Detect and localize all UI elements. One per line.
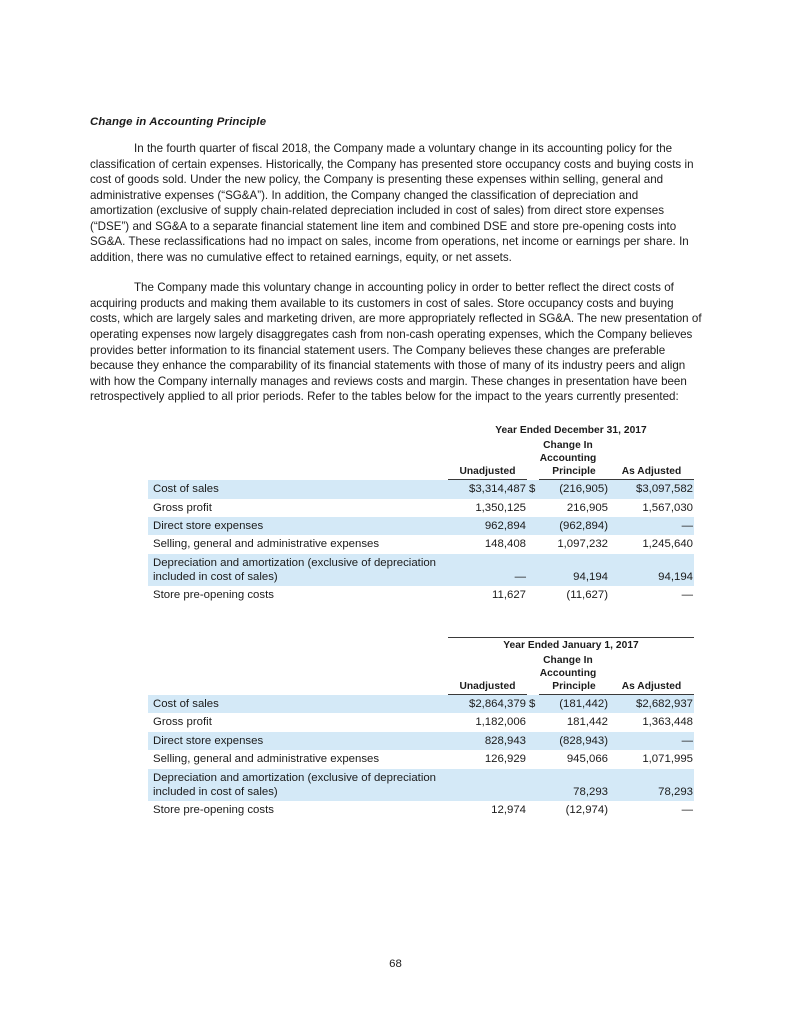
cell-currency-symbol <box>527 517 539 535</box>
row-label: Depreciation and amortization (exclusive of depreciation included in cost of sales) <box>148 769 448 801</box>
cell-currency-symbol <box>527 750 539 768</box>
table-2-subhead-spacer-2 <box>148 667 448 680</box>
cell-as-adjusted: — <box>609 517 694 535</box>
cell-as-adjusted: 78,293 <box>609 769 694 801</box>
table-1-colhead-as-adjusted: As Adjusted <box>609 465 694 480</box>
table-2-subhead-spacer-1 <box>148 654 448 667</box>
table-year-ended-december-31-2017 <box>148 423 694 605</box>
cell-principle: 94,194 <box>539 554 609 586</box>
table-2-subhead-row-2 <box>148 667 694 680</box>
table-2-colhead-unadjusted: Unadjusted <box>448 680 527 695</box>
cell-currency-symbol: $ <box>527 480 539 499</box>
cell-as-adjusted: 94,194 <box>609 554 694 586</box>
page-content <box>90 116 702 819</box>
cell-unadjusted: 828,943 <box>448 732 527 750</box>
cell-principle: 216,905 <box>566 501 608 514</box>
cell-unadjusted: 1,350,125 <box>475 501 526 514</box>
cell-as-adjusted: — <box>681 804 693 817</box>
cell-currency-symbol <box>527 499 539 517</box>
row-label: Direct store expenses <box>148 732 448 750</box>
table-row <box>148 535 694 553</box>
cell-as-adjusted: 1,071,995 <box>642 753 693 766</box>
page-number: 68 <box>389 958 402 970</box>
cell-unadjusted: 962,894 <box>448 517 527 535</box>
cell-principle: (962,894) <box>539 517 609 535</box>
cell-unadjusted: — <box>448 554 527 586</box>
table-1-title: Year Ended December 31, 2017 <box>495 424 647 436</box>
table-row <box>148 695 694 714</box>
cell-currency-symbol <box>527 732 539 750</box>
table-1-subhead-blank-3 <box>448 452 527 465</box>
cell-unadjusted: $3,314,487 <box>448 480 527 499</box>
table-1-colhead-sym-spacer <box>527 465 539 480</box>
table-2-colhead-as-adjusted: As Adjusted <box>609 680 694 695</box>
row-label: Gross profit <box>153 716 212 729</box>
row-label: Store pre-opening costs <box>153 589 274 602</box>
cell-unadjusted: 126,929 <box>484 753 526 766</box>
cell-unadjusted: 12,974 <box>491 804 526 817</box>
table-2-head <box>148 637 694 694</box>
cell-as-adjusted: 1,245,640 <box>642 538 693 551</box>
table-2-subhead-line-1: Change In <box>543 654 593 666</box>
table-2-title-row <box>148 637 694 654</box>
table-1-subhead-line-1: Change In <box>543 439 593 451</box>
cell-principle: (828,943) <box>539 732 609 750</box>
cell-currency-symbol <box>527 586 539 604</box>
cell-currency-symbol <box>527 769 539 801</box>
table-1-head <box>148 423 694 480</box>
table-1-subhead-spacer-1 <box>148 439 448 452</box>
cell-currency-symbol <box>527 713 539 731</box>
row-label: Gross profit <box>153 501 212 514</box>
table-1-title-spacer <box>148 423 448 439</box>
cell-unadjusted: 148,408 <box>484 538 526 551</box>
table-row <box>148 586 694 604</box>
cell-currency-symbol: $ <box>527 695 539 714</box>
row-label: Cost of sales <box>148 480 448 499</box>
cell-as-adjusted: $3,097,582 <box>609 480 694 499</box>
cell-principle: 1,097,232 <box>557 538 608 551</box>
table-1-body <box>148 480 694 605</box>
table-1-subhead-row-2 <box>148 452 694 465</box>
row-label: Direct store expenses <box>148 517 448 535</box>
table-1-colhead-spacer <box>148 465 448 480</box>
cell-as-adjusted: — <box>681 589 693 602</box>
cell-currency-symbol <box>527 535 539 553</box>
table-1-subhead-blank-1 <box>448 439 527 452</box>
table-1-wrapper <box>148 423 702 605</box>
cell-as-adjusted: 1,567,030 <box>642 501 693 514</box>
row-label: Selling, general and administrative expenses <box>153 538 380 551</box>
cell-unadjusted: $2,864,379 <box>448 695 527 714</box>
table-row <box>148 801 694 819</box>
cell-principle: 78,293 <box>539 769 609 801</box>
table-2-colhead-sym-spacer <box>527 680 539 695</box>
table-1-colhead-unadjusted: Unadjusted <box>448 465 527 480</box>
table-2-subhead-blank-1 <box>448 654 527 667</box>
table-row <box>148 713 694 731</box>
table-2-column-header-row <box>148 680 694 695</box>
table-row <box>148 517 694 535</box>
cell-as-adjusted: $2,682,937 <box>609 695 694 714</box>
cell-principle: (181,442) <box>539 695 609 714</box>
table-2-subhead-blank-2 <box>609 654 694 667</box>
table-2-subhead-blank-4 <box>609 667 694 680</box>
table-2-subhead-line-2: Accounting <box>539 667 597 679</box>
table-row <box>148 499 694 517</box>
table-year-ended-january-1-2017 <box>148 637 694 820</box>
table-1-colhead-principle: Principle <box>539 465 609 480</box>
cell-unadjusted: 11,627 <box>492 589 526 602</box>
cell-principle: (12,974) <box>565 804 608 817</box>
table-gap <box>90 605 702 637</box>
table-2-colhead-spacer <box>148 680 448 695</box>
table-1-subhead-row-1 <box>148 439 694 452</box>
cell-principle: (11,627) <box>566 589 608 602</box>
paragraph-1: In the fourth quarter of fiscal 2018, the Company made a voluntary change in its accounting policy for the classification of certain expenses. Historically, the Company has presented store occupancy costs and buying costs in cost of goods sold. Under the new policy, the Company is presenting these expenses within selling, general and administrative expenses (“SG&A”). In addition, the Company changed the classification of depreciation and amortization (exclusive of supply chain-related depreciation included in cost of sales) from direct store expenses (“DSE”) and SG&A to a separate financial statement line item and combined DSE and store pre-opening costs into SG&A. These reclassifications had no impact on sales, income from operations, net income or earnings per share. In addition, there was no cumulative effect to retained earnings, equity, or net assets. <box>90 142 694 264</box>
section-heading: Change in Accounting Principle <box>90 116 267 128</box>
cell-unadjusted: 1,182,006 <box>475 716 526 729</box>
row-label: Store pre-opening costs <box>153 804 274 817</box>
table-row <box>148 480 694 499</box>
table-2-subhead-blank-3 <box>448 667 527 680</box>
table-row <box>148 769 694 801</box>
table-2-wrapper <box>148 637 702 820</box>
cell-principle: 181,442 <box>566 716 608 729</box>
table-2-title: Year Ended January 1, 2017 <box>448 637 694 654</box>
cell-principle: (216,905) <box>539 480 609 499</box>
cell-as-adjusted: 1,363,448 <box>642 716 693 729</box>
table-1-column-header-row <box>148 465 694 480</box>
table-1-subhead-blank-4 <box>609 452 694 465</box>
table-2-body <box>148 695 694 820</box>
table-row <box>148 750 694 768</box>
cell-currency-symbol <box>527 554 539 586</box>
table-2-colhead-principle: Principle <box>539 680 609 695</box>
table-2-title-spacer <box>148 637 448 654</box>
table-1-subhead-line-2: Accounting <box>539 452 597 464</box>
paragraph-2: The Company made this voluntary change in accounting policy in order to better reflect the direct costs of acquiring products and making them available to its customers in cost of sales. Store occupancy costs and buying costs, which are largely sales and marketing driven, are more appropriately reflected in SG&A. The new presentation of operating expenses now largely disaggregates cash from non-cash operating expenses, which the Company believes provides better information to its financial statement users. The Company believes these changes are preferable because they enhance the comparability of its financial statements with those of many of its industry peers and align with how the Company internally manages and reviews costs and margin. These changes in presentation have been retrospectively applied to all prior periods. Refer to the tables below for the impact to the years currently presented: <box>90 281 702 404</box>
table-1-subhead-spacer-2 <box>148 452 448 465</box>
cell-as-adjusted: — <box>609 732 694 750</box>
cell-principle: 945,066 <box>566 753 608 766</box>
cell-currency-symbol <box>527 801 539 819</box>
cell-unadjusted <box>448 769 527 801</box>
row-label: Selling, general and administrative expenses <box>153 753 380 766</box>
table-row <box>148 554 694 586</box>
table-2-subhead-row-1 <box>148 654 694 667</box>
table-row <box>148 732 694 750</box>
row-label: Depreciation and amortization (exclusive of depreciation included in cost of sales) <box>148 554 448 586</box>
table-1-subhead-blank-2 <box>609 439 694 452</box>
row-label: Cost of sales <box>148 695 448 714</box>
table-1-title-row <box>148 423 694 439</box>
